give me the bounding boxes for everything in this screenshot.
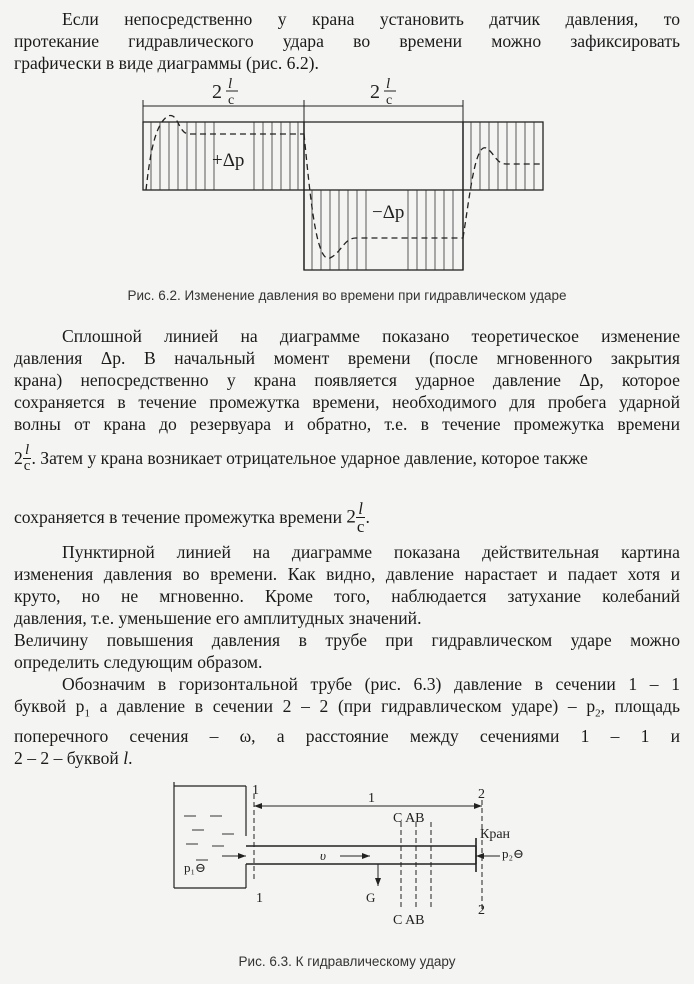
dim-frac-den: c [228, 93, 235, 108]
frac-coef: 2 [346, 506, 356, 528]
text-line: изменения давления во времени. Как видно, давление нарастает и падает хотя и [14, 564, 680, 584]
intro-paragraph [14, 8, 680, 74]
dim-label-right: 2 [370, 81, 380, 103]
frac-coef: 2 [14, 448, 23, 468]
period: . [365, 507, 370, 527]
valve-label: Кран [480, 827, 511, 842]
text-line: крана) непосредственно у крана появляется ударное давление Δp, которое [14, 370, 680, 390]
section-1-bottom-label: 1 [256, 891, 263, 906]
notation-paragraph [14, 673, 680, 769]
text-line: определить следующим образом. [14, 652, 263, 672]
text-line: Если непосредственно у крана установить датчик давления, то [62, 9, 680, 29]
dim-frac-den: c [386, 93, 393, 108]
text-line: буквой $p_1$ а давление в сечении 2 – 2 (при гидравлическом ударе) – $p_2$, площадь [14, 696, 680, 720]
figure-6-3-caption: Рис. 6.3. К гидравлическому удару [238, 954, 456, 969]
velocity-label: υ [320, 848, 326, 863]
text-line: сохраняется в течение промежутка времени [14, 507, 342, 527]
p2-label: p₂⊖ [502, 846, 524, 861]
dashed-line-paragraph [14, 541, 680, 629]
text-line: сохраняется в течение промежутка времени, необходимого для пробега ударной [14, 392, 680, 412]
text-line: давления, т.е. уменьшение его амплитудных значений. [14, 608, 422, 628]
solid-line-paragraph [14, 325, 680, 435]
plus-delta-p-label: +Δp [212, 150, 245, 171]
dim-frac-num: l [228, 76, 233, 92]
section-2-bottom-label: 2 [478, 903, 485, 918]
section-1-top-label: 1 [252, 783, 259, 798]
text-line: Величину повышения давления в трубе при гидравлическом ударе можно [14, 630, 680, 650]
text-line: Обозначим в горизонтальной трубе (рис. 6.3) давление в сечении 1 – 1 [62, 674, 680, 694]
text-line: круто, но не мгновенно. Кроме того, наблюдается затухание колебаний [14, 586, 680, 606]
pressure-increase-paragraph [14, 629, 680, 673]
fraction-l-over-c: $\frac{l}{c}$ [23, 442, 31, 474]
dim-frac-num: l [386, 76, 391, 92]
minus-delta-p-label: −Δp [372, 202, 405, 223]
text-line: 2 – 2 – буквой l. [14, 747, 133, 768]
text-line-with-fraction [14, 443, 680, 474]
figure-6-2-diagram [0, 74, 694, 284]
p1-label: p₁⊖ [184, 860, 206, 875]
text-line-with-fraction [14, 500, 680, 535]
text-line: . Затем у крана возникает отрицательное ударное давление, которое также [31, 448, 588, 468]
text-line: Сплошной линией на диаграмме показано теоретическое изменение [62, 326, 680, 346]
section-2-top-label: 2 [478, 787, 485, 802]
dim-label-left: 2 [212, 81, 222, 103]
figure-6-2-caption: Рис. 6.2. Изменение давления во времени при гидравлическом ударе [127, 288, 567, 303]
sections-cab-top-label: C AB [393, 811, 425, 826]
fraction-l-over-c: $\frac{l}{c}$ [356, 499, 365, 536]
text-line: Пунктирной линией на диаграмме показана действительная картина [62, 542, 680, 562]
gravity-label: G [366, 890, 376, 905]
text-line: поперечного сечения – ω, а расстояние между сечениями 1 – 1 и [14, 725, 680, 746]
text-line: давления Δp. В начальный момент времени (после мгновенного закрытия [14, 348, 680, 368]
figure-6-3-diagram [0, 772, 694, 932]
length-label: 1 [368, 791, 375, 806]
text-line: волны от крана до резервуара и обратно, т.е. в течение промежутка времени [14, 414, 680, 434]
sections-cab-bottom-label: C AB [393, 913, 425, 928]
text-line: протекание гидравлического удара во времени можно зафиксировать [14, 31, 680, 51]
text-line: графически в виде диаграммы (рис. 6.2). [14, 53, 319, 73]
